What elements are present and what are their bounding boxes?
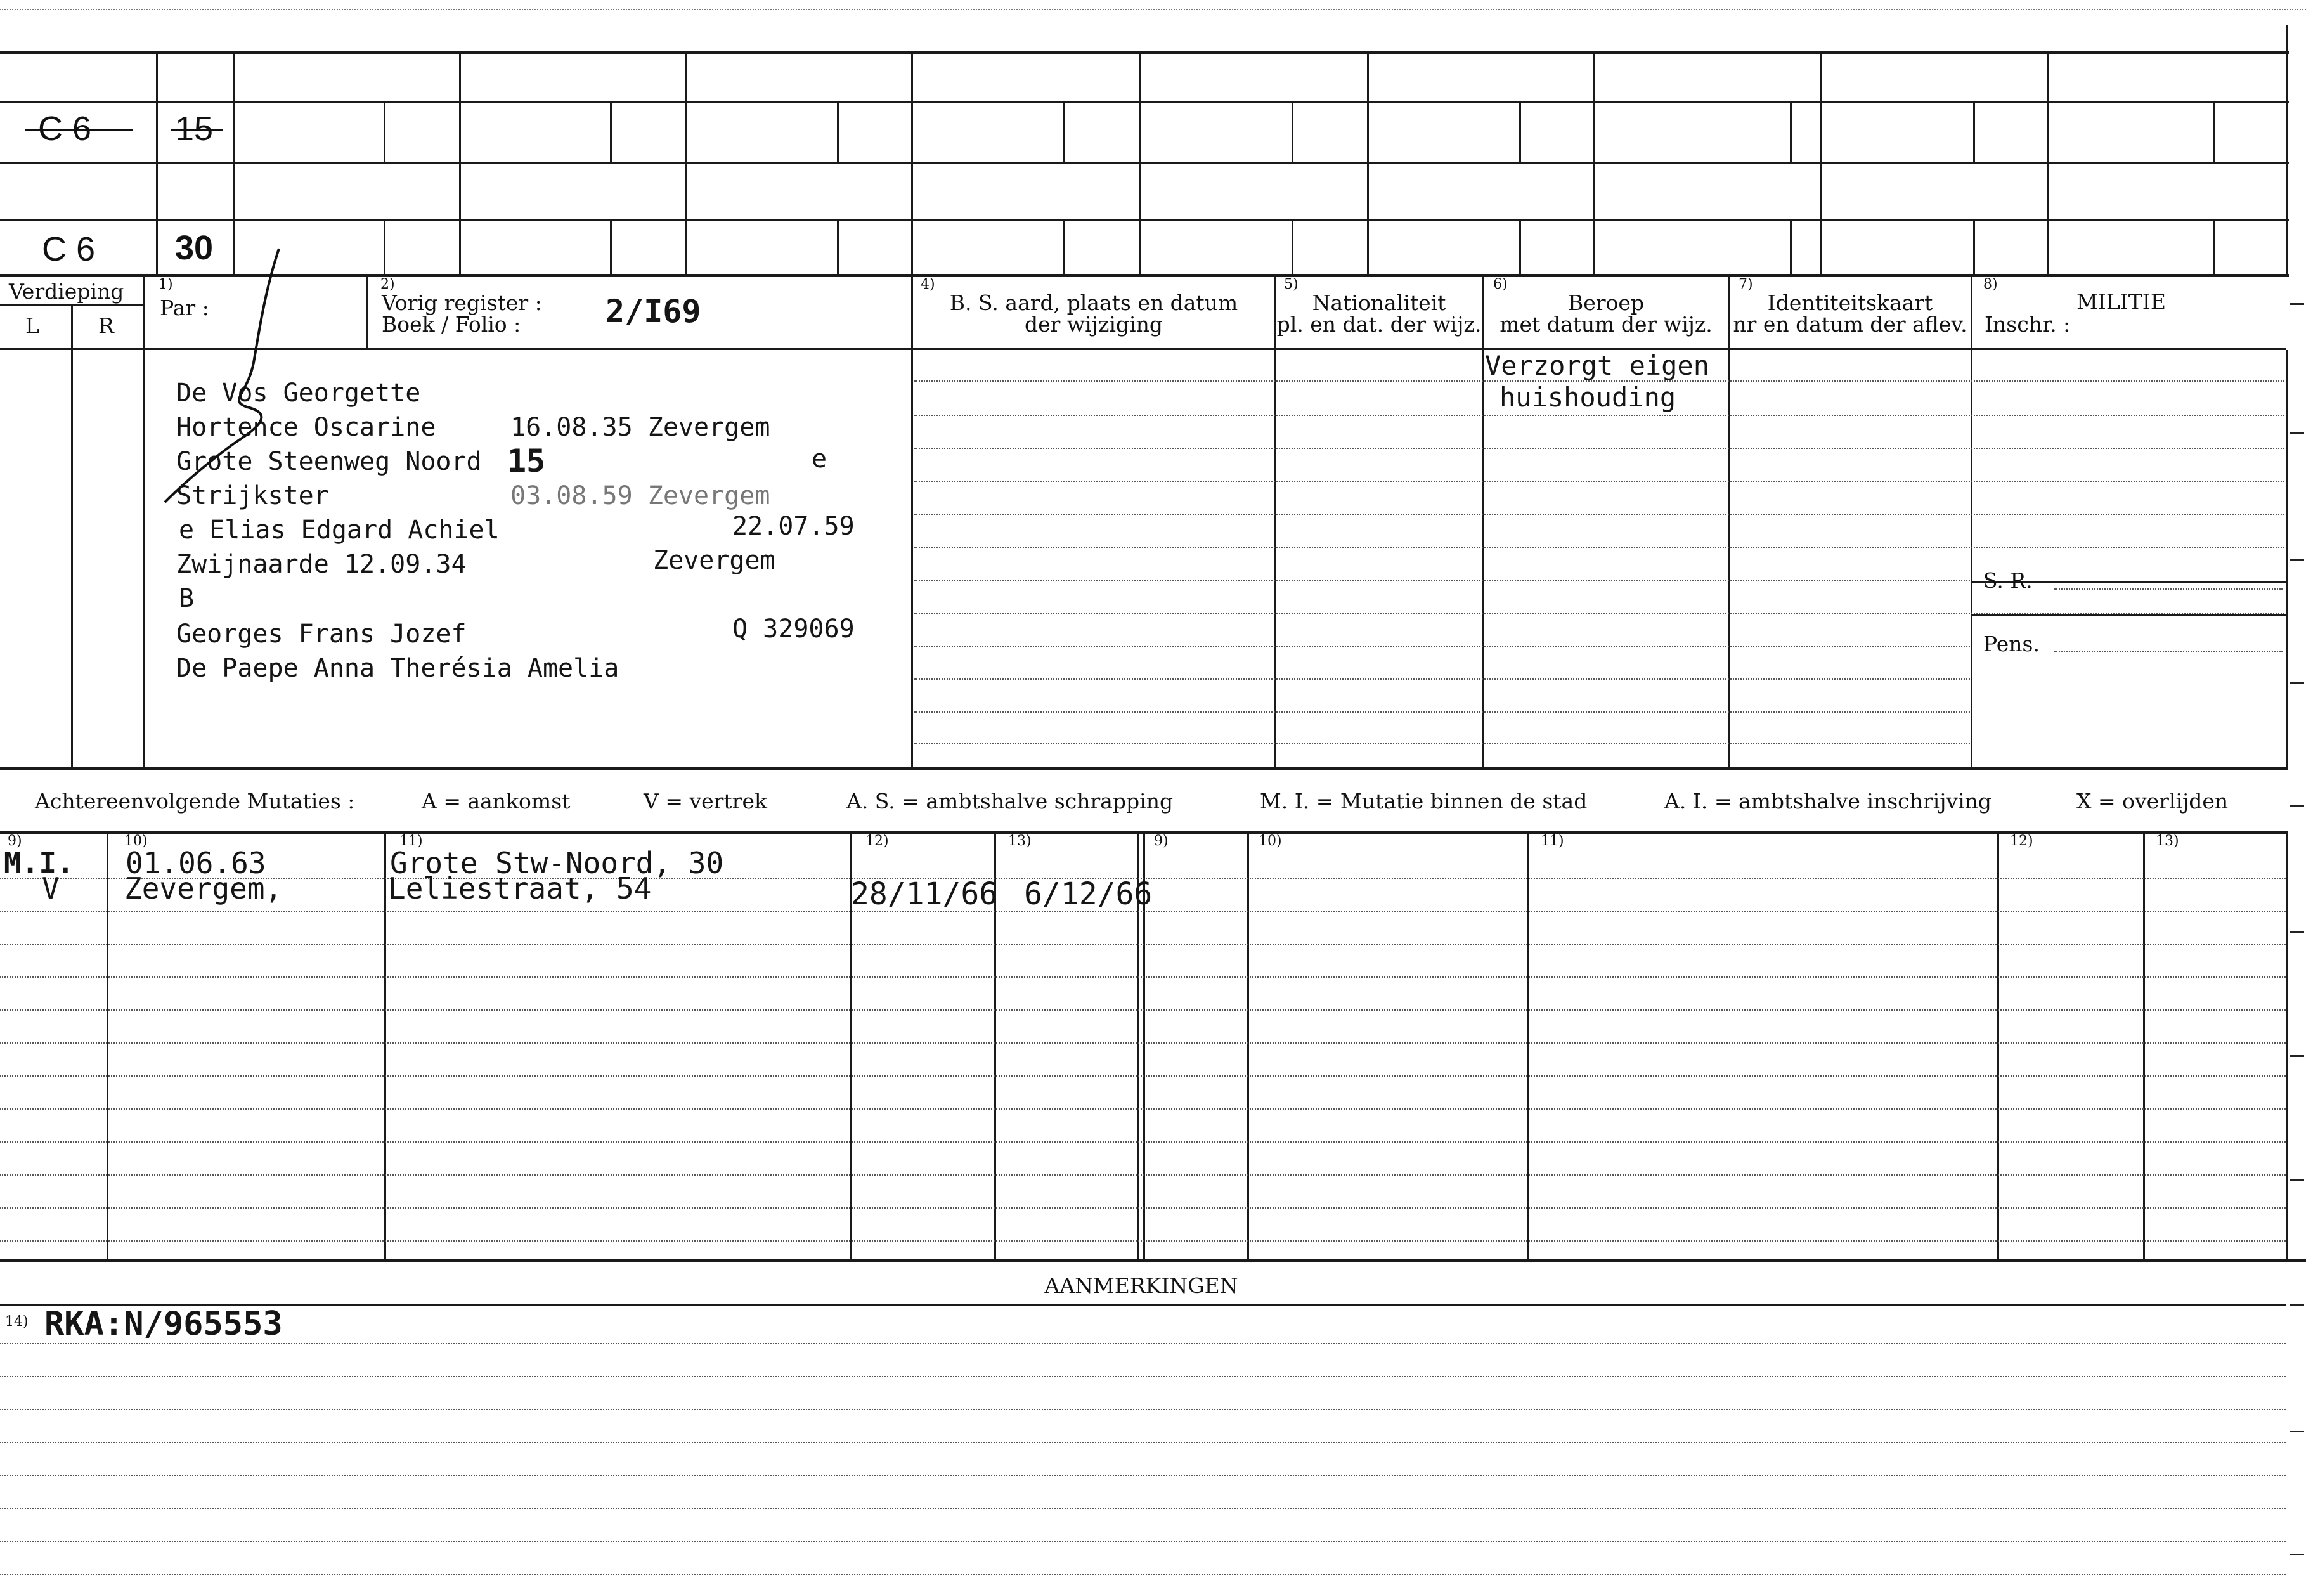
beroep-num: 6) [1493, 276, 1508, 292]
person-block [0, 350, 2306, 769]
militie-num: 8) [1983, 276, 1998, 292]
top-row1-number: 15 [175, 110, 214, 148]
vorig-value: 2/I69 [606, 293, 701, 330]
mutation-row2-type: V [42, 871, 60, 905]
legend-as: A. S. = ambtshalve schrapping [846, 789, 1174, 814]
nat-line2: pl. en dat. der wijz. [1276, 312, 1482, 337]
bs-num: 4) [921, 276, 935, 292]
par-num: 1) [159, 276, 173, 292]
nat-num: 5) [1284, 276, 1299, 292]
mutation-row1-date: 01.06.63 [126, 846, 266, 880]
person-spouse-birth: Zwijnaarde 12.09.34 [176, 550, 467, 579]
id-num: 7) [1739, 276, 1753, 292]
mutations-legend [0, 784, 2306, 822]
remarks-section [0, 1262, 2306, 1592]
verdieping-label: Verdieping [9, 279, 124, 304]
strike-line [171, 129, 223, 131]
beroep-line2: met datum der wijz. [1500, 312, 1713, 337]
sr-label: S. R. [1983, 568, 2033, 593]
mut-col-11b: 11) [1541, 833, 1564, 849]
inschr-label: Inschr. : [1985, 312, 2071, 337]
verdieping-left: L [25, 313, 39, 338]
id-line2: nr en datum der aflev. [1733, 312, 1967, 337]
mut-col-9b: 9) [1154, 833, 1169, 849]
mutations-table [0, 831, 2306, 1262]
legend-title: Achtereenvolgende Mutaties : [35, 789, 355, 814]
mutation-row1-type: M.I. [4, 846, 74, 880]
top-row1-code: C 6 [38, 110, 92, 148]
person-id-number: Q 329069 [732, 614, 855, 644]
legend-mi: M. I. = Mutatie binnen de stad [1260, 789, 1588, 814]
vorig-label: Vorig register : [382, 290, 542, 315]
scan-edge [0, 9, 2306, 10]
mutation-row1-col12: 28/11/66 [851, 876, 998, 912]
person-father: Georges Frans Jozef [176, 620, 467, 649]
bs-line2: der wijziging [1025, 312, 1163, 337]
remarks-num: 14) [5, 1314, 29, 1330]
mutation-row1-address: Grote Stw-Noord, 30 [390, 846, 724, 880]
header-row [0, 275, 2306, 351]
mutation-row1-col13: 6/12/66 [1024, 876, 1153, 912]
person-mother: De Paepe Anna Therésia Amelia [176, 654, 619, 683]
pens-label: Pens. [1983, 632, 2040, 656]
par-label: Par : [160, 295, 209, 320]
person-name: De Vos Georgette [176, 379, 421, 408]
vorig-num: 2) [380, 276, 395, 292]
person-date2: 03.08.59 Zevergem [510, 481, 770, 510]
person-profession: Strijkster [176, 481, 329, 510]
legend-a: A = aankomst [422, 789, 571, 814]
mut-col-11a: 11) [399, 833, 423, 849]
top-row2-code: C 6 [42, 230, 96, 268]
mut-col-13b: 13) [2156, 833, 2179, 849]
beroep-value-line2: huishouding [1500, 382, 1676, 413]
strike-line [25, 129, 133, 131]
id-line1: Identiteitskaart [1767, 290, 1933, 315]
militie-title: MILITIE [2076, 289, 2166, 314]
beroep-value-line1: Verzorgt eigen [1485, 350, 1710, 381]
mut-col-10b: 10) [1259, 833, 1282, 849]
nat-line1: Nationaliteit [1312, 290, 1446, 315]
person-housenr: 15 [507, 443, 546, 479]
person-given-names: Hortence Oscarine [176, 413, 436, 442]
person-birth: 16.08.35 Zevergem [510, 413, 770, 442]
top-row2-number: 30 [175, 229, 214, 267]
legend-ai: A. I. = ambtshalve inschrijving [1664, 789, 1992, 814]
person-spouse: e Elias Edgard Achiel [179, 516, 500, 545]
person-place: Zevergem [653, 546, 775, 575]
legend-v: V = vertrek [644, 789, 767, 814]
mut-col-9a: 9) [8, 833, 22, 849]
mutation-row2-address: Leliestraat, 54 [388, 871, 652, 905]
person-street: Grote Steenweg Noord [176, 447, 482, 476]
handwritten-mark-icon [152, 236, 304, 566]
remarks-text: RKA:N/965553 [44, 1305, 283, 1343]
boek-folio-label: Boek / Folio : [382, 312, 521, 337]
mutation-row2-date: Zevergem, [124, 871, 283, 905]
person-e-mark: e [812, 444, 827, 474]
mut-col-12a: 12) [865, 833, 889, 849]
person-b: B [179, 584, 195, 613]
mut-col-13a: 13) [1008, 833, 1032, 849]
verdieping-right: R [98, 313, 114, 338]
top-grid [0, 0, 2306, 279]
mut-col-10a: 10) [124, 833, 148, 849]
legend-x: X = overlijden [2076, 789, 2229, 814]
remarks-title: AANMERKINGEN [1044, 1273, 1238, 1298]
beroep-line1: Beroep [1567, 290, 1645, 315]
bs-line1: B. S. aard, plaats en datum [949, 290, 1238, 315]
person-marriage-date: 22.07.59 [732, 512, 855, 541]
mut-col-12b: 12) [2010, 833, 2033, 849]
